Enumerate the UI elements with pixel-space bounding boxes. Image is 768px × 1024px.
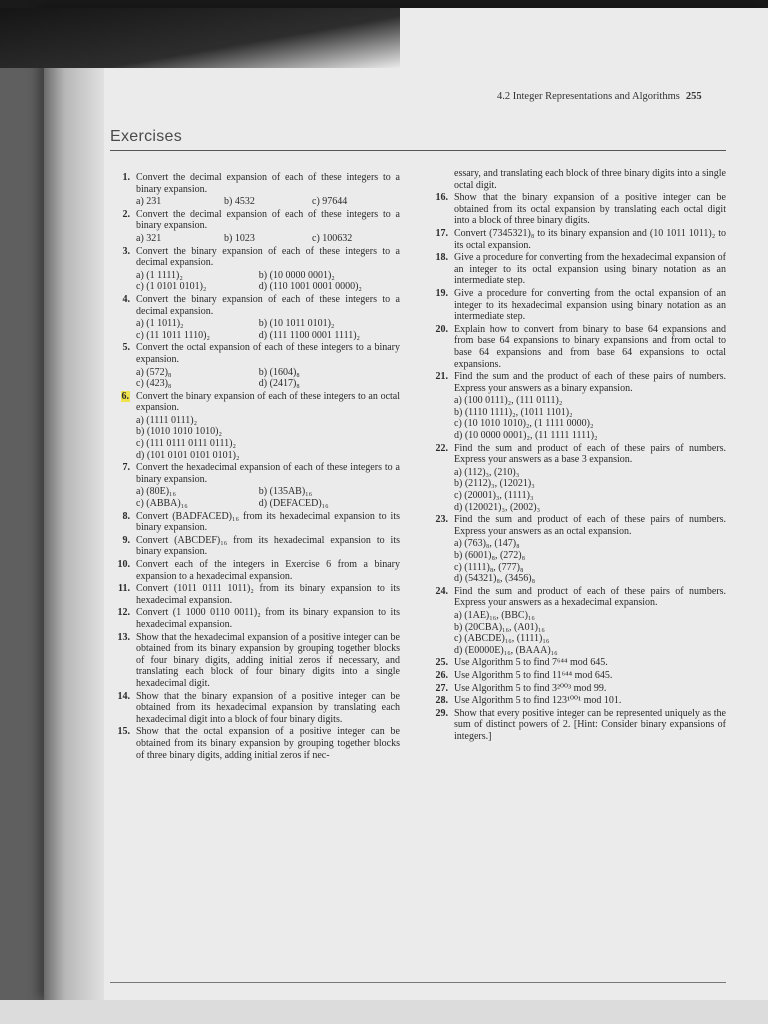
parts-row (454, 418, 726, 430)
exercise-number: 4. (122, 293, 130, 305)
exercise-part: d) (111 1100 0001 1111)₂ (258, 329, 361, 341)
exercise-part: b) (20CBA)₁₆, (A01)₁₆ (454, 621, 545, 633)
exercise-text: Convert the decimal expansion of each of these integers to a binary expansion. (136, 208, 400, 232)
exercise-text: Show that the hexadecimal expansion of a positive integer can be obtained from its binary expansion by grouping together blocks of four binary digits, adding initial zeros if necessary, and translating each block of four binary digits into a single hexadecimal digit. (136, 631, 400, 689)
exercise-number: 6. (121, 390, 129, 402)
exercise-number: 17. (435, 227, 448, 239)
bottom-rule (110, 982, 726, 983)
exercise-part: a) (100 0111)₂, (111 0111)₂ (454, 395, 563, 407)
page-number: 255 (685, 91, 702, 102)
exercise-number: 19. (435, 287, 448, 299)
exercise-part: d) (110 1001 0001 0000)₂ (258, 281, 362, 293)
exercise-item (112, 391, 400, 462)
exercise-item (112, 511, 400, 534)
exercise-part: c) (20001)₃, (1111)₃ (454, 490, 534, 502)
exercise-parts (454, 467, 726, 513)
exercise-number: 28. (435, 695, 448, 707)
exercise-number: 16. (435, 192, 448, 204)
exercise-part: a) (1 1111)₂ (136, 269, 183, 281)
exercise-item (430, 695, 726, 707)
exercise-part: c) (111 0111 0111 0111)₂ (136, 438, 236, 450)
exercise-parts (136, 270, 400, 293)
exercise-number: 25. (435, 657, 448, 669)
exercise-part: b) (6001)₈, (272)₈ (454, 550, 526, 561)
running-head-title: 4.2 Integer Representations and Algorithms (497, 91, 680, 102)
exercise-item (112, 294, 400, 341)
exercise-parts (136, 486, 400, 509)
exercise-text: Find the sum and product of each of these pairs of numbers. Express your answers as a base 3 expansion. (454, 442, 726, 466)
exercise-number: 9. (122, 534, 130, 546)
exercise-number: 24. (435, 585, 448, 597)
exercise-item (112, 607, 400, 630)
exercise-part: c) (10 1010 1010)₂, (1 1111 0000)₂ (454, 418, 594, 430)
exercise-part: a) (1AE)₁₆, (BBC)₁₆ (454, 609, 535, 621)
parts-row (136, 270, 400, 282)
exercise-text: Explain how to convert from binary to base 64 expansions and from base 64 expansions to binary expansions and from octal to base 64 expansions and from base 64 expansions to octal expansions. (454, 323, 726, 370)
parts-row (454, 395, 726, 407)
exercise-number: 8. (122, 510, 130, 522)
title-rule (110, 150, 726, 151)
exercise-text: Convert the binary expansion of each of these integers to a decimal expansion. (136, 293, 400, 317)
exercise-item (112, 209, 400, 245)
exercise-part: a) (763)₈, (147)₈ (454, 538, 520, 550)
exercise-item (112, 246, 400, 293)
exercise-text: Convert each of the integers in Exercise 6 from a binary expansion to a hexadecimal expansion. (136, 559, 400, 582)
exercise-number: 15. (117, 726, 130, 738)
exercise-text: essary, and translating each block of three binary digits into a single octal digit. (454, 168, 726, 191)
exercise-text: Convert the binary expansion of each of these integers to a decimal expansion. (136, 245, 400, 269)
exercise-part: d) (2417)₈ (258, 378, 300, 390)
exercise-number: 22. (435, 442, 448, 454)
exercise-part: d) (54321)₈, (3456)₈ (454, 573, 536, 585)
exercise-item (430, 683, 726, 695)
parts-row (136, 450, 400, 462)
exercise-text: Use Algorithm 5 to find 11⁶⁴⁴ mod 645. (454, 669, 613, 681)
exercise-part: d) (10 0000 0001)₂, (11 1111 1111)₂ (454, 430, 598, 442)
exercise-item (112, 342, 400, 389)
parts-row (454, 430, 726, 442)
exercise-number: 20. (435, 323, 448, 335)
exercise-text: Show that every positive integer can be represented uniquely as the sum of distinct powers of 2. [Hint: Consider binary expansions of integers.] (454, 707, 726, 742)
parts-row (136, 415, 400, 427)
exercise-part: a) (1 1011)₂ (136, 318, 184, 330)
exercise-number: 14. (117, 690, 130, 702)
exercise-part: a) 321 (136, 232, 162, 244)
exercise-part: b) (1010 1010 1010)₂ (136, 426, 222, 438)
exercise-text: Convert the hexadecimal expansion of each of these integers to a binary expansion. (136, 462, 400, 485)
exercise-parts (136, 367, 400, 390)
exercise-text: Use Algorithm 5 to find 3²⁰⁰³ mod 99. (454, 682, 607, 694)
exercise-part: a) (1111 0111)₂ (136, 414, 198, 426)
parts-row (136, 330, 400, 342)
exercise-part: c) (1111)₈, (777)₈ (454, 561, 524, 573)
exercise-parts (136, 233, 400, 245)
exercise-parts (136, 415, 400, 461)
exercise-number: 26. (435, 669, 448, 681)
exercise-text: Convert (BADFACED)₁₆ from its hexadecimal expansion to its binary expansion. (136, 510, 400, 534)
exercise-text: Convert (1011 0111 1011)₂ from its binary expansion to its hexadecimal expansion. (136, 583, 400, 606)
parts-row (136, 426, 400, 438)
parts-row (136, 367, 400, 379)
exercise-part: a) (112)₃, (210)₃ (454, 466, 520, 478)
parts-row (454, 538, 726, 550)
exercise-text: Use Algorithm 5 to find 123¹⁰⁰¹ mod 101. (454, 695, 622, 707)
exercise-number: 13. (117, 631, 130, 643)
exercise-part: c) (1 0101 0101)₂ (136, 281, 207, 293)
exercise-text: Convert (7345321)₈ to its binary expansion and (10 1011 1011)₂ to its octal expansion. (454, 227, 726, 251)
exercise-text: Find the sum and the product of each of these pairs of numbers. Express your answers as a binary expansion. (454, 371, 726, 394)
exercise-number: 5. (122, 342, 130, 354)
exercise-item (430, 168, 726, 191)
exercise-item (430, 514, 726, 585)
exercise-text: Convert the binary expansion of each of these integers to an octal expansion. (136, 390, 400, 414)
exercise-text: Find the sum and product of each of these pairs of numbers. Express your answers as an octal expansion. (454, 514, 726, 537)
exercise-item (430, 708, 726, 743)
exercise-item (430, 252, 726, 287)
parts-row (454, 478, 726, 490)
exercise-number: 29. (435, 707, 448, 719)
exercise-item (430, 324, 726, 370)
exercise-part: d) (E0000E)₁₆, (BAAA)₁₆ (454, 644, 558, 656)
exercise-text: Show that the binary expansion of a positive integer can be obtained from its hexadecimal expansion by translating each hexadecimal digit into a block of four binary digits. (136, 690, 400, 725)
exercise-number: 10. (117, 559, 130, 570)
exercise-item (430, 228, 726, 251)
parts-row (454, 502, 726, 514)
exercise-text: Convert (ABCDEF)₁₆ from its hexadecimal expansion to its binary expansion. (136, 534, 400, 558)
exercise-part: c) (ABCDE)₁₆, (1111)₁₆ (454, 633, 550, 645)
parts-row (136, 318, 400, 330)
exercise-parts (136, 196, 400, 208)
exercise-part: c) (11 1011 1110)₂ (136, 329, 210, 341)
exercise-part: c) (ABBA)₁₆ (136, 498, 188, 510)
exercise-item (430, 657, 726, 669)
parts-row (136, 196, 400, 208)
exercise-item (112, 691, 400, 726)
exercise-item (112, 726, 400, 761)
parts-row (454, 610, 726, 622)
exercise-number: 11. (118, 583, 130, 595)
exercise-part: d) (101 0101 0101 0101)₂ (136, 449, 240, 461)
parts-row (454, 467, 726, 479)
exercise-number: 18. (435, 252, 448, 264)
exercise-item (112, 172, 400, 208)
running-head (497, 91, 702, 102)
exercise-number: 2. (122, 208, 130, 220)
parts-row (136, 281, 400, 293)
parts-row (454, 633, 726, 645)
exercise-parts (454, 538, 726, 584)
parts-row (136, 498, 400, 510)
exercise-text: Use Algorithm 5 to find 7⁶⁴⁴ mod 645. (454, 657, 608, 669)
scan-bottom-band (0, 1000, 768, 1024)
page-binding-shadow (44, 8, 104, 1000)
exercise-number: 7. (122, 462, 130, 474)
parts-row (454, 645, 726, 657)
exercise-part: b) (2112)₃, (12021)₃ (454, 478, 535, 490)
exercise-parts (136, 318, 400, 341)
exercise-part: a) (80E)₁₆ (136, 486, 177, 498)
exercise-part: b) 1023 (224, 232, 255, 244)
exercise-text: Find the sum and product of each of these pairs of numbers. Express your answers as a hexadecimal expansion. (454, 585, 726, 609)
exercise-part: b) (1604)₈ (258, 366, 300, 378)
parts-row (454, 407, 726, 419)
parts-row (454, 562, 726, 574)
left-column (112, 172, 400, 762)
exercise-item (430, 288, 726, 323)
exercise-item (430, 586, 726, 657)
exercise-item (430, 443, 726, 514)
exercise-text: Give a procedure for converting from the octal expansion of an integer to its hexadecimal expansion using binary notation as an intermediate step. (454, 287, 726, 323)
exercise-number: 1. (122, 172, 130, 183)
parts-row (136, 378, 400, 390)
parts-row (454, 573, 726, 585)
parts-row (136, 438, 400, 450)
exercise-number: 27. (435, 682, 448, 694)
exercise-part: b) 4532 (224, 196, 255, 208)
exercise-parts (454, 395, 726, 441)
exercise-part: b) (10 0000 0001)₂ (258, 269, 335, 281)
right-column (430, 168, 726, 744)
exercise-part: c) 100632 (312, 232, 353, 244)
exercise-text: Show that the binary expansion of a positive integer can be obtained from its octal expansion by translating each octal digit into a block of three binary digits. (454, 192, 726, 227)
exercise-number: 21. (435, 371, 448, 383)
parts-row (454, 490, 726, 502)
exercise-part: c) 97644 (312, 196, 348, 208)
exercise-item (112, 583, 400, 606)
parts-row (136, 233, 400, 245)
exercise-part: d) (DEFACED)₁₆ (258, 498, 329, 510)
exercise-part: c) (423)₈ (136, 378, 172, 390)
exercise-item (430, 192, 726, 227)
exercise-number: 12. (117, 607, 130, 619)
exercise-part: a) 231 (136, 196, 162, 208)
parts-row (454, 622, 726, 634)
exercise-text: Give a procedure for converting from the hexadecimal expansion of an integer to its octal expansion using binary notation as an intermediate step. (454, 252, 726, 287)
exercise-parts (454, 610, 726, 656)
parts-row (454, 550, 726, 562)
exercise-part: b) (135AB)₁₆ (258, 486, 313, 498)
exercise-item (112, 559, 400, 582)
section-title: Exercises (110, 128, 183, 145)
scan-dark-corner (0, 8, 400, 68)
exercise-number: 23. (435, 514, 448, 526)
exercise-item (112, 632, 400, 690)
exercise-item (430, 371, 726, 442)
exercise-text: Convert the decimal expansion of each of these integers to a binary expansion. (136, 172, 400, 195)
exercise-part: b) (1110 1111)₂, (1011 1101)₂ (454, 406, 573, 418)
exercise-text: Convert (1 1000 0110 0011)₂ from its binary expansion to its hexadecimal expansion. (136, 607, 400, 630)
exercise-number: 3. (122, 245, 130, 257)
exercise-item (112, 462, 400, 509)
parts-row (136, 486, 400, 498)
exercise-text: Show that the octal expansion of a positive integer can be obtained from its binary expansion by grouping together blocks of three binary digits, adding initial zeros if nec- (136, 726, 400, 761)
exercise-part: d) (120021)₃, (2002)₃ (454, 501, 541, 513)
exercise-item (112, 535, 400, 558)
exercise-text: Convert the octal expansion of each of these integers to a binary expansion. (136, 342, 400, 365)
exercise-part: b) (10 1011 0101)₂ (258, 318, 335, 330)
exercise-part: a) (572)₈ (136, 366, 172, 378)
exercise-item (430, 670, 726, 682)
